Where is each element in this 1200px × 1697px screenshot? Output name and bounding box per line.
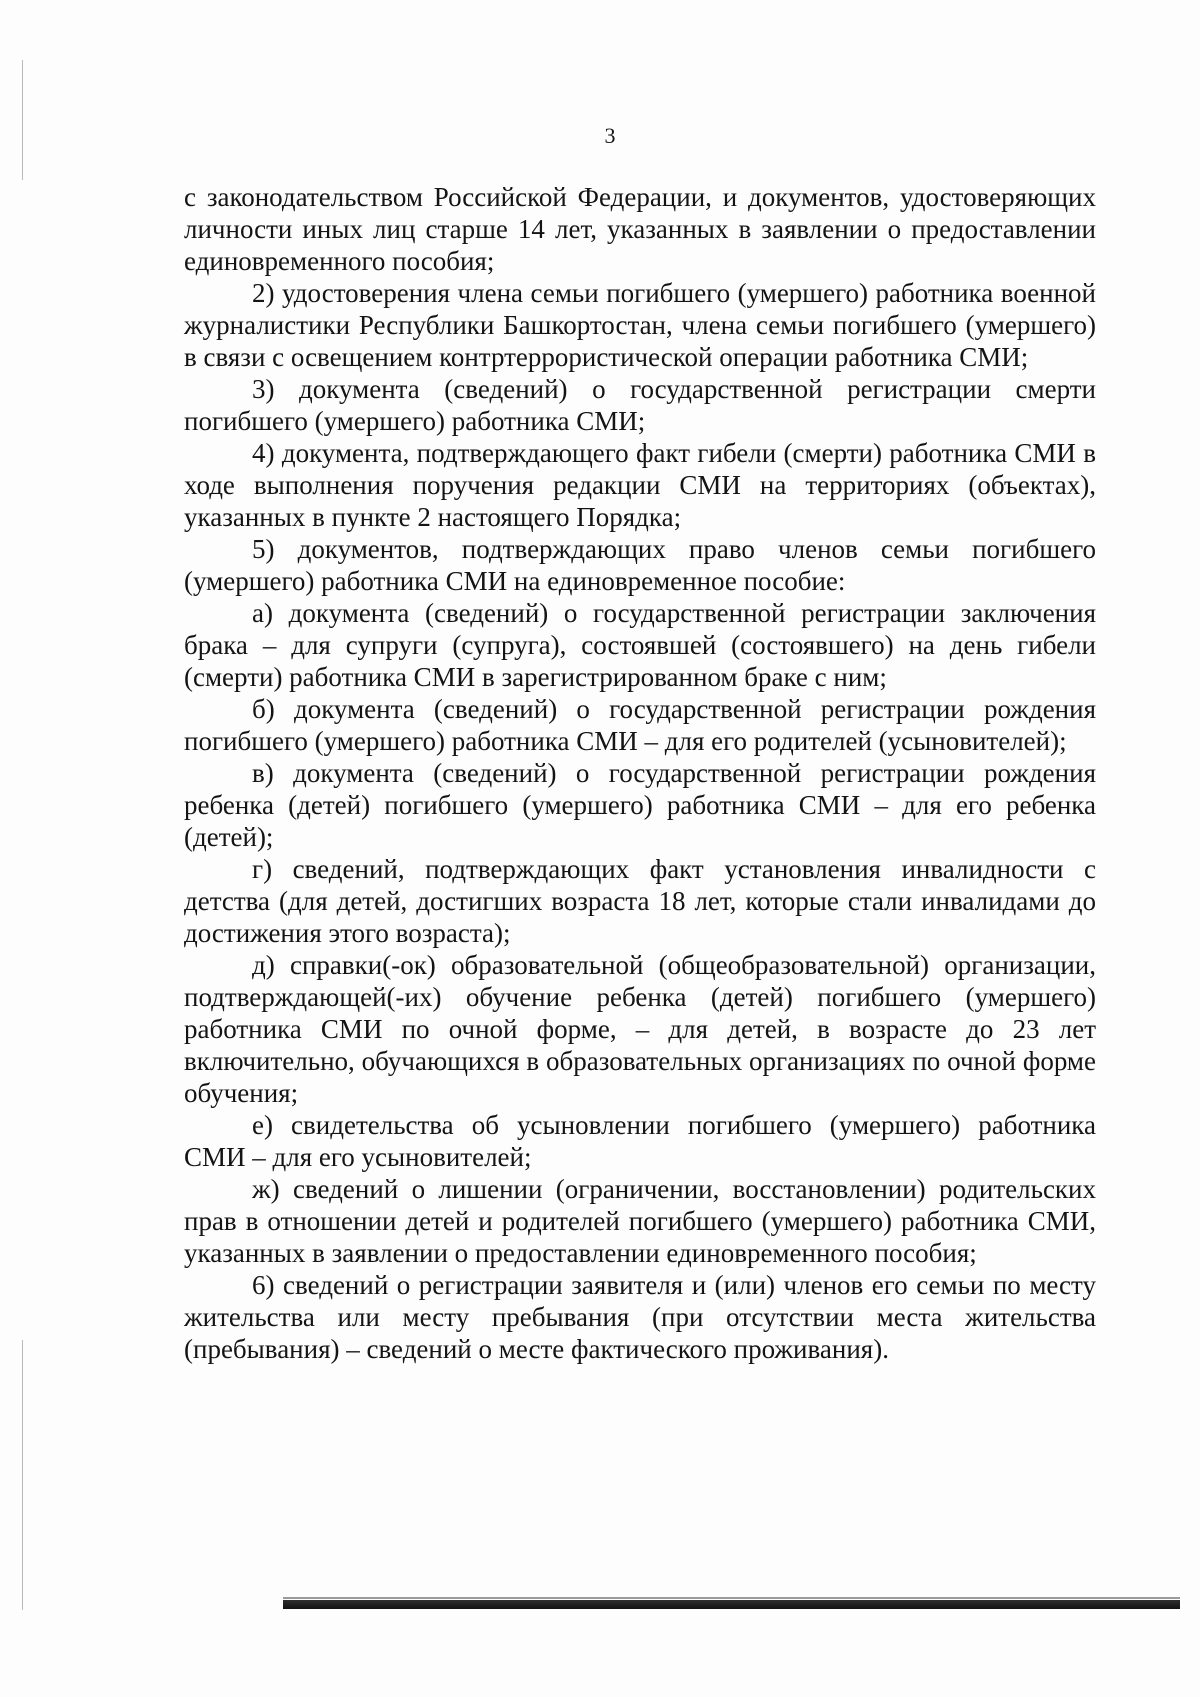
scan-artifact-left-line [22,60,23,180]
list-item-2: 2) удостоверения члена семьи погибшего (умершего) работника военной журналистики Республики Башкортостан, члена семьи погибшего (умершего) в связи с освещением контртеррористической операции работника СМИ; [184,278,1096,372]
sub-item-d: д) справки(-ок) образовательной (общеобразовательной) организации, подтверждающей(-их) обучение ребенка (детей) погибшего (умершего) работника СМИ по очной форме, – для детей, в возрасте до 23 лет включительно, обучающихся в образовательных организациях по очной форме обучения; [184,950,1096,1108]
list-item-4: 4) документа, подтверждающего факт гибели (смерти) работника СМИ в ходе выполнения поручения редакции СМИ на территориях (объектах), указанных в пункте 2 настоящего Порядка; [184,438,1096,532]
sub-item-g: г) сведений, подтверждающих факт установления инвалидности с детства (для детей, достигших возраста 18 лет, которые стали инвалидами до достижения этого возраста); [184,854,1096,948]
sub-item-b: б) документа (сведений) о государственной регистрации рождения погибшего (умершего) работника СМИ – для его родителей (усыновителей); [184,694,1096,756]
page-number: 3 [604,123,616,148]
sub-item-zh: ж) сведений о лишении (ограничении, восстановлении) родительских прав в отношении детей и родителей погибшего (умершего) работника СМИ, указанных в заявлении о предоставлении единовременного пособия; [184,1174,1096,1268]
list-item-3: 3) документа (сведений) о государственной регистрации смерти погибшего (умершего) работника СМИ; [184,374,1096,436]
scan-artifact-bottom-thin-line [283,1597,1180,1599]
document-body [184,181,1096,1365]
paragraph-continuation: с законодательством Российской Федерации, и документов, удостоверяющих личности иных лиц старше 14 лет, указанных в заявлении о предоставлении единовременного пособия; [184,182,1096,276]
sub-item-a: а) документа (сведений) о государственной регистрации заключения брака – для супруги (супруга), состоявшей (состоявшего) на день гибели (смерти) работника СМИ в зарегистрированном браке с ним; [184,598,1096,692]
sub-item-e: е) свидетельства об усыновлении погибшего (умершего) работника СМИ – для его усыновителей; [184,1110,1096,1172]
sub-item-v: в) документа (сведений) о государственной регистрации рождения ребенка (детей) погибшего (умершего) работника СМИ – для его ребенка (детей); [184,758,1096,852]
list-item-6: 6) сведений о регистрации заявителя и (или) членов его семьи по месту жительства или месту пребывания (при отсутствии места жительства (пребывания) – сведений о месте фактического проживания). [184,1270,1096,1364]
scan-artifact-bottom-bar [283,1600,1180,1609]
list-item-5: 5) документов, подтверждающих право членов семьи погибшего (умершего) работника СМИ на единовременное пособие: [184,534,1096,596]
scan-artifact-left-line [22,1340,23,1610]
